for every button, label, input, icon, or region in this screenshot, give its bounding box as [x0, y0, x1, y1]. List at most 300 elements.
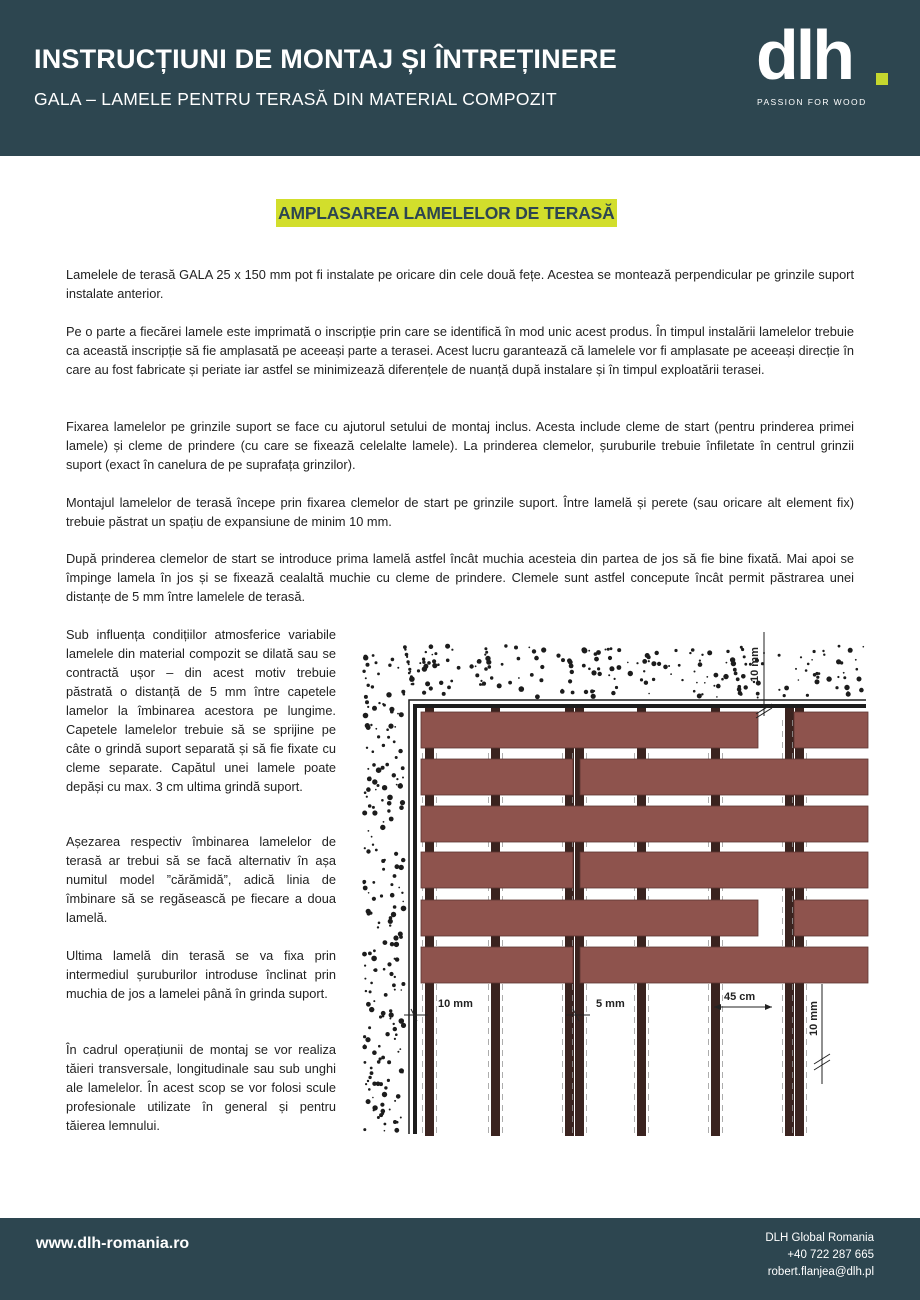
gravel-dot: [570, 670, 574, 674]
gravel-dot: [393, 935, 398, 940]
gravel-dot: [369, 990, 372, 993]
gravel-dot: [373, 1000, 375, 1002]
gravel-dot: [389, 1009, 392, 1012]
gravel-dot: [363, 655, 368, 660]
gravel-dot: [372, 897, 376, 901]
gravel-dot: [605, 649, 607, 651]
gravel-dot: [393, 874, 397, 878]
gravel-dot: [404, 648, 406, 650]
gravel-dot: [422, 691, 426, 695]
gravel-dot: [757, 697, 759, 699]
gravel-dot: [822, 650, 824, 652]
gravel-dot: [365, 990, 367, 992]
page-header: [0, 0, 920, 156]
gravel-dot: [367, 706, 369, 708]
gravel-dot: [528, 647, 530, 649]
gravel-dot: [371, 836, 373, 838]
gravel-dot: [743, 655, 746, 658]
gravel-dot: [399, 783, 402, 786]
gravel-dot: [422, 658, 425, 661]
logo-tagline: PASSION FOR WOOD: [757, 97, 867, 107]
gravel-dot: [384, 993, 388, 997]
gravel-dot: [535, 694, 540, 699]
gravel-dot: [598, 672, 602, 676]
gravel-dot: [610, 647, 613, 650]
gravel-dot: [807, 663, 810, 666]
deck-board: [794, 900, 868, 936]
gravel-dot: [384, 1130, 386, 1132]
gravel-dot: [403, 645, 407, 649]
gravel-dot: [372, 1082, 376, 1086]
gravel-dot: [800, 656, 802, 658]
gravel-dot: [594, 652, 598, 656]
section-title: AMPLASAREA LAMELELOR DE TERASĂ: [276, 199, 617, 227]
gravel-dot: [716, 696, 718, 698]
gravel-dot: [395, 756, 398, 759]
gravel-dot: [389, 1018, 391, 1020]
gravel-dot: [364, 791, 367, 794]
gravel-dot: [484, 654, 486, 656]
gravel-dot: [406, 656, 408, 658]
gravel-dot: [367, 1080, 369, 1082]
gravel-dot: [370, 1071, 374, 1075]
gravel-dot: [390, 883, 393, 886]
end-gap-dimension: [808, 984, 830, 1084]
gravel-dot: [668, 665, 670, 667]
gravel-dot: [736, 677, 740, 681]
logo-wordmark: dlh: [756, 16, 852, 94]
logo-dot-icon: [876, 73, 888, 85]
gravel-dot: [378, 702, 380, 704]
gravel-dot: [678, 664, 681, 667]
gravel-dot: [744, 685, 748, 689]
gravel-dot: [813, 650, 816, 653]
gravel-dot: [401, 892, 403, 894]
gravel-dot: [697, 694, 702, 699]
gravel-dot: [403, 693, 406, 696]
wall-gap-label: 10 mm: [438, 998, 473, 1010]
gravel-dot: [740, 646, 743, 649]
gravel-dot: [475, 665, 477, 667]
gravel-dot: [813, 673, 817, 677]
gravel-dot: [364, 978, 366, 980]
gravel-dot: [694, 671, 696, 673]
paragraph-faces: Lamelele de terasă GALA 25 x 150 mm pot fi instalate pe oricare din cele două fețe. Acestea se montează perpendicular pe grinzile suport instalate anterior.: [66, 267, 854, 301]
gravel-dot: [383, 821, 385, 823]
paragraph-last-board: Ultima lamelă din terasă se va fixa prin intermediul șuruburilor introduse înclinat prin muchia de jos a lamelei până în grinda suport.: [66, 948, 336, 1001]
gravel-dot: [368, 804, 372, 808]
gravel-dot: [432, 663, 437, 668]
gravel-dot: [614, 678, 616, 680]
gravel-dot: [818, 672, 821, 675]
gravel-dot: [369, 1007, 374, 1012]
gravel-dot: [365, 723, 370, 728]
gravel-dot: [704, 682, 706, 684]
paragraph-fixing: Fixarea lamelelor pe grinzile suport se face cu ajutorul setului de montaj inclus. Acesta include cleme de start (pentru prinderea primei lamele) și cleme de prindere (cu care se fixează celelalte lamele). La prinderea clemelor, șuruburile trebuie înfiletate în centrul grinzii suport (exact în canelura de pe suprafața grinzilor).: [66, 419, 854, 472]
gravel-dot: [377, 1116, 380, 1119]
gravel-dot: [445, 644, 450, 649]
gravel-dot: [394, 726, 396, 728]
gravel-dot: [643, 670, 645, 672]
gravel-dot: [811, 659, 813, 661]
gravel-dot: [387, 801, 392, 806]
document-title: INSTRUCȚIUNI DE MONTAJ ȘI ÎNTREȚINERE: [34, 44, 617, 74]
gravel-dot: [393, 1120, 397, 1124]
gravel-dot: [721, 678, 724, 681]
gravel-dot: [371, 956, 377, 962]
gravel-dot: [394, 958, 396, 960]
gravel-dot: [387, 962, 391, 966]
gravel-dot: [714, 673, 719, 678]
gravel-dot: [514, 646, 518, 650]
gravel-dot: [366, 796, 368, 798]
gravel-dot: [726, 650, 729, 653]
gravel-dot: [364, 847, 366, 849]
gravel-dot: [698, 662, 703, 667]
dlh-logo: [752, 16, 882, 116]
gravel-dot: [607, 648, 610, 651]
gravel-dot: [485, 651, 488, 654]
gravel-dot: [366, 747, 368, 749]
gravel-dot: [396, 1094, 401, 1099]
gravel-dot: [412, 683, 415, 686]
gravel-dot: [380, 894, 383, 897]
gravel-dot: [400, 800, 405, 805]
gravel-dot: [429, 644, 434, 649]
deck-board: [580, 852, 868, 888]
gravel-dot: [372, 763, 376, 767]
gravel-dot: [398, 749, 402, 753]
gravel-dot: [756, 692, 760, 696]
gravel-dot: [377, 784, 380, 787]
gravel-dot: [401, 858, 405, 862]
gravel-dot: [584, 690, 588, 694]
gravel-dot: [855, 659, 857, 661]
gravel-dot: [372, 1097, 374, 1099]
gravel-dot: [615, 686, 618, 689]
gravel-dot: [783, 694, 786, 697]
gravel-dot: [372, 844, 374, 846]
gravel-dot: [655, 651, 659, 655]
deck-board: [421, 900, 758, 936]
gravel-dot: [366, 787, 371, 792]
gravel-dot: [380, 1103, 384, 1107]
gravel-dot: [784, 686, 789, 691]
gravel-dot: [670, 673, 672, 675]
gravel-dot: [379, 1057, 382, 1060]
gravel-dot: [397, 667, 399, 669]
gravel-dot: [393, 1027, 397, 1031]
gravel-dot: [368, 952, 372, 956]
gravel-dot: [652, 678, 655, 681]
gravel-dot: [389, 972, 393, 976]
gravel-dot: [645, 653, 650, 658]
gravel-dot: [383, 968, 386, 971]
gravel-dot: [541, 647, 546, 652]
gravel-dot: [734, 672, 738, 676]
gravel-dot: [843, 672, 845, 674]
gravel-dot: [372, 881, 375, 884]
gravel-dot: [611, 667, 615, 671]
gravel-dot: [628, 671, 633, 676]
phone-number[interactable]: +40 722 287 665: [787, 1249, 874, 1261]
gravel-dot: [707, 650, 712, 655]
gravel-dot: [377, 1060, 381, 1064]
gravel-dot: [383, 940, 388, 945]
gravel-dot: [674, 649, 677, 652]
gravel-dot: [372, 779, 377, 784]
gravel-dot: [387, 736, 390, 739]
gravel-dot: [399, 805, 404, 810]
gravel-dot: [858, 679, 860, 681]
gravel-dot: [363, 886, 368, 891]
gravel-dot: [363, 713, 369, 719]
gravel-dot: [648, 660, 650, 662]
gravel-dot: [380, 825, 385, 830]
deck-board: [580, 947, 868, 983]
gravel-dot: [733, 668, 737, 672]
gravel-dot: [648, 693, 650, 695]
gravel-dot: [588, 650, 590, 652]
gravel-dot: [363, 1128, 366, 1131]
gravel-dot: [394, 1100, 396, 1102]
gravel-dot: [442, 692, 446, 696]
gravel-dot: [716, 684, 721, 689]
gravel-dot: [644, 681, 648, 685]
gravel-dot: [816, 676, 819, 679]
gravel-dot: [387, 1060, 391, 1064]
gravel-dot: [389, 1109, 391, 1111]
gravel-dot: [394, 989, 396, 991]
gravel-dot: [387, 795, 393, 801]
gravel-dot: [517, 657, 521, 661]
gravel-dot: [738, 691, 742, 695]
gravel-dot: [409, 671, 411, 673]
gravel-dot: [582, 664, 586, 668]
gravel-dot: [422, 661, 425, 664]
gravel-dot: [390, 893, 395, 898]
gravel-dot: [384, 1123, 387, 1126]
gravel-dot: [497, 683, 502, 688]
gravel-dot: [837, 676, 839, 678]
gravel-dot: [365, 1037, 370, 1042]
gravel-dot: [384, 1086, 387, 1089]
gravel-dot: [382, 703, 384, 705]
gravel-dot: [651, 661, 656, 666]
gravel-dot: [367, 768, 369, 770]
gravel-dot: [392, 773, 396, 777]
gravel-dot: [836, 659, 841, 664]
gravel-dot: [723, 674, 728, 679]
gravel-dot: [726, 662, 728, 664]
gravel-dot: [427, 661, 431, 665]
paragraph-expansion: Sub influența condițiilor atmosferice variabile lamelele din material compozit se dilată sau se contractă ușor – din acest motiv trebuie păstrată o distanță de 5 mm între capetele lamelor la îmbinarea acestora pe lungime. Capetele lamelelor trebuie să se sprijine pe câte o grindă suport separată și să fie fixate cu cleme separate. Capătul unei lamele poate depăși cu max. 3 cm ultima grindă suport.: [66, 627, 336, 794]
gravel-dot: [439, 681, 443, 685]
gravel-dot: [581, 647, 586, 652]
gravel-dot: [534, 656, 539, 661]
gravel-dot: [504, 644, 507, 647]
gravel-dot: [388, 919, 393, 924]
gravel-dot: [401, 989, 403, 991]
gravel-dot: [699, 660, 701, 662]
gravel-dot: [382, 785, 387, 790]
gravel-dot: [371, 685, 374, 688]
gravel-dot: [365, 1083, 367, 1085]
gravel-dot: [569, 664, 574, 669]
gravel-dot: [399, 865, 404, 870]
gravel-dot: [409, 676, 415, 682]
gravel-dot: [364, 695, 368, 699]
gravel-dot: [391, 912, 396, 917]
gravel-dot: [395, 1033, 398, 1036]
gravel-dot: [370, 982, 373, 985]
paragraph-cutting: În cadrul operațiunii de montaj se vor realiza tăieri transversale, longitudinale sau sub unghi ale lamelelor. În acest scop se vor folosi scule profesionale utilizate în general și pentru tăierea lemnului.: [66, 1042, 336, 1133]
gravel-dot: [401, 906, 407, 912]
gravel-dot: [447, 686, 451, 690]
gravel-dot: [457, 666, 461, 670]
gravel-dot: [701, 654, 703, 656]
gravel-dot: [382, 1092, 387, 1097]
gravel-dot: [826, 676, 831, 681]
end-gap-label: 10 mm: [808, 1001, 820, 1036]
gravel-dot: [795, 668, 797, 670]
joist-spacing-label: 45 cm: [724, 991, 756, 1003]
gravel-dot: [384, 859, 386, 861]
gravel-dot: [369, 777, 371, 779]
gravel-dot: [375, 789, 377, 791]
paragraph-start: Montajul lamelelor de terasă începe prin fixarea clemelor de start pe grinzile suport. Între lamelă și perete (sau oricare alt element fix) trebuie păstrat un spațiu de expansiune de minim 10 mm.: [66, 495, 854, 529]
gravel-dot: [366, 663, 370, 667]
gravel-dot: [401, 766, 405, 770]
gravel-dot: [617, 648, 621, 652]
gravel-dot: [691, 648, 695, 652]
gravel-dot: [399, 935, 403, 939]
gravel-dot: [425, 681, 430, 686]
gravel-dot: [844, 685, 849, 690]
gravel-dot: [402, 901, 404, 903]
gravel-dot: [368, 830, 370, 832]
gravel-dot: [395, 864, 400, 869]
gravel-dot: [823, 654, 825, 656]
gravel-dot: [396, 784, 398, 786]
gravel-dot: [405, 653, 409, 657]
gravel-dot: [696, 682, 698, 684]
gravel-dot: [863, 646, 865, 648]
deck-board: [421, 806, 868, 842]
gravel-dot: [681, 679, 683, 681]
gravel-dot: [385, 1032, 389, 1036]
gravel-dot: [393, 1023, 395, 1025]
gravel-dot: [480, 680, 482, 682]
gravel-dot: [486, 660, 491, 665]
email-address[interactable]: robert.flanjea@dlh.pl: [767, 1266, 874, 1278]
gravel-dot: [382, 744, 385, 747]
gravel-dot: [693, 690, 696, 693]
gravel-dot: [432, 659, 436, 663]
gravel-dot: [377, 673, 380, 676]
gravel-dot: [397, 1051, 399, 1053]
gravel-dot: [450, 680, 453, 683]
gravel-dot: [406, 660, 409, 663]
gravel-dot: [365, 700, 369, 704]
gravel-dot: [389, 817, 394, 822]
gravel-dot: [437, 663, 440, 666]
gravel-dot: [530, 673, 534, 677]
gravel-dot: [379, 1015, 382, 1018]
gravel-dot: [488, 665, 492, 669]
gravel-dot: [368, 892, 370, 894]
gravel-dot: [848, 648, 853, 653]
gravel-dot: [806, 694, 809, 697]
gravel-dot: [432, 654, 434, 656]
deck-board: [580, 759, 868, 795]
gravel-dot: [636, 662, 638, 664]
gravel-dot: [408, 663, 410, 665]
gravel-dot: [737, 687, 742, 692]
gravel-dot: [378, 1045, 381, 1048]
gravel-dot: [394, 1128, 399, 1133]
gravel-dot: [518, 677, 520, 679]
gravel-dot: [741, 674, 746, 679]
gravel-dot: [663, 665, 668, 670]
gravel-dot: [482, 682, 486, 686]
gravel-dot: [392, 983, 396, 987]
gravel-dot: [388, 724, 393, 729]
company-name: DLH Global Romania: [765, 1232, 874, 1244]
gravel-dot: [399, 712, 404, 717]
gravel-dot: [362, 1045, 367, 1050]
gravel-dot: [657, 662, 661, 666]
gravel-dot: [856, 668, 859, 671]
gravel-dot: [591, 694, 596, 699]
gravel-dot: [859, 688, 864, 693]
gravel-dot: [362, 811, 367, 816]
gravel-dot: [560, 689, 565, 694]
gravel-dot: [364, 965, 366, 967]
gravel-dot: [381, 1056, 385, 1060]
gravel-dot: [402, 1072, 404, 1074]
gravel-dot: [366, 1002, 371, 1007]
gravel-dot: [835, 686, 838, 689]
gravel-dot: [394, 852, 398, 856]
gravel-dot: [398, 887, 400, 889]
gravel-dot: [588, 668, 591, 671]
gravel-dot: [372, 654, 375, 657]
gravel-dot: [368, 1076, 371, 1079]
deck-board: [421, 947, 573, 983]
gravel-dot: [477, 660, 480, 663]
gravel-dot: [381, 1011, 386, 1016]
gravel-dot: [593, 690, 595, 692]
gravel-dot: [372, 750, 375, 753]
gravel-dot: [389, 1012, 394, 1017]
gravel-dot: [366, 1099, 371, 1104]
gravel-dot: [362, 952, 367, 957]
gravel-dot: [400, 1117, 402, 1119]
gravel-dot: [389, 924, 391, 926]
gravel-dot: [367, 684, 370, 687]
website-link[interactable]: www.dlh-romania.ro: [36, 1235, 190, 1252]
gravel-dot: [490, 676, 493, 679]
gravel-dot: [446, 659, 450, 663]
gravel-dot: [617, 665, 622, 670]
page-footer: [0, 1218, 920, 1300]
gravel-dot: [375, 849, 378, 852]
gravel-dot: [805, 669, 808, 672]
gravel-dot: [561, 658, 565, 662]
paragraph-brick-pattern: Așezarea respectiv îmbinarea lamelelor de terasă ar trebui să se facă alternativ în așa numitul model ”cărămidă”, adică linia de îmbinare să se regăsească pe fiecare a doua lamelă.: [66, 834, 336, 925]
gravel-dot: [386, 692, 391, 697]
